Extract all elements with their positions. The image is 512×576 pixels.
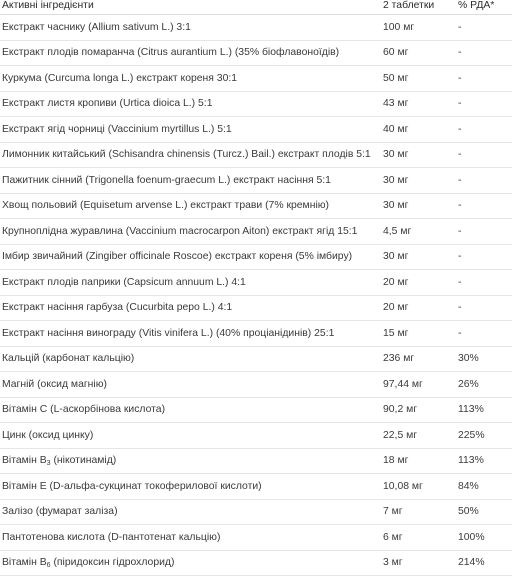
table-row [0, 194, 512, 220]
table-row [0, 296, 512, 322]
ingredient-name-main: Вітамін B [2, 557, 47, 568]
ingredient-name-rest: (нікотинамід) [51, 455, 117, 466]
ingredient-name: Куркума (Curcuma longa L.) екстракт кореня 30:1 [0, 73, 383, 84]
ingredient-rda: - [458, 277, 512, 288]
ingredient-amount: 22,5 мг [383, 430, 458, 441]
ingredient-name: Кальцій (карбонат кальцію) [0, 353, 383, 364]
ingredient-rda: - [458, 175, 512, 186]
ingredient-rda: - [458, 124, 512, 135]
ingredient-name-subscript: 6 [47, 562, 51, 569]
ingredient-amount: 3 мг [383, 557, 458, 568]
ingredient-amount: 30 мг [383, 251, 458, 262]
ingredient-amount: 97,44 мг [383, 379, 458, 390]
ingredient-name: Екстракт плодів паприки (Capsicum annuum L.) 4:1 [0, 277, 383, 288]
ingredient-rda: 84% [458, 481, 512, 492]
table-row [0, 15, 512, 41]
ingredient-rda: - [458, 226, 512, 237]
ingredient-rda: - [458, 98, 512, 109]
ingredient-name: Вітамін C (L-аскорбінова кислота) [0, 404, 383, 415]
ingredient-rda: - [458, 200, 512, 211]
ingredient-rda: - [458, 251, 512, 262]
ingredient-rda: - [458, 22, 512, 33]
ingredient-name: Екстракт листя кропиви (Urtica dioica L.) 5:1 [0, 98, 383, 109]
table-row [0, 66, 512, 92]
ingredient-amount: 40 мг [383, 124, 458, 135]
ingredient-amount: 4,5 мг [383, 226, 458, 237]
ingredient-amount: 15 мг [383, 328, 458, 339]
ingredient-amount: 30 мг [383, 149, 458, 160]
table-header-row [0, 0, 512, 15]
ingredient-name: Лимонник китайський (Schisandra chinensis (Turcz.) Bail.) екстракт плодів 5:1 [0, 149, 383, 160]
ingredient-amount: 6 мг [383, 532, 458, 543]
ingredient-rda: 30% [458, 353, 512, 364]
header-ingredients: Активні інгредієнти [0, 0, 383, 11]
ingredient-amount: 50 мг [383, 73, 458, 84]
header-rda: % РДА* [458, 0, 512, 11]
table-row [0, 245, 512, 271]
ingredient-amount: 43 мг [383, 98, 458, 109]
ingredient-name: Вітамін E (D-альфа-сукцинат токоферилової кислоти) [0, 481, 383, 492]
ingredient-name [0, 557, 383, 569]
ingredient-name: Цинк (оксид цинку) [0, 430, 383, 441]
ingredient-amount: 20 мг [383, 302, 458, 313]
ingredient-name: Пантотенова кислота (D-пантотенат кальцію) [0, 532, 383, 543]
ingredient-rda: - [458, 73, 512, 84]
header-amount: 2 таблетки [383, 0, 458, 11]
table-row [0, 92, 512, 118]
ingredient-rda: 26% [458, 379, 512, 390]
table-row [0, 423, 512, 449]
ingredient-rda: - [458, 328, 512, 339]
ingredient-amount: 60 мг [383, 47, 458, 58]
table-row [0, 219, 512, 245]
ingredient-rda: 113% [458, 455, 512, 466]
ingredient-name-main: Вітамін B [2, 455, 47, 466]
ingredient-rda: - [458, 47, 512, 58]
table-row [0, 270, 512, 296]
ingredient-name: Залізо (фумарат заліза) [0, 506, 383, 517]
table-row [0, 525, 512, 551]
ingredient-name-subscript: 3 [47, 460, 51, 467]
ingredient-name: Екстракт часнику (Allium sativum L.) 3:1 [0, 22, 383, 33]
table-row [0, 41, 512, 67]
ingredient-rda: 214% [458, 557, 512, 568]
ingredient-name: Пажитник сінний (Trigonella foenum-graecum L.) екстракт насіння 5:1 [0, 175, 383, 186]
ingredient-amount: 30 мг [383, 200, 458, 211]
ingredient-name: Хвощ польовий (Equisetum arvense L.) екстракт трави (7% кремнію) [0, 200, 383, 211]
ingredient-name: Імбир звичайний (Zingiber officinale Roscoe) екстракт кореня (5% імбиру) [0, 251, 383, 262]
ingredient-rda: 50% [458, 506, 512, 517]
table-row [0, 321, 512, 347]
table-row [0, 117, 512, 143]
ingredient-name-rest: (піридоксин гідрохлорид) [51, 557, 175, 568]
table-row [0, 168, 512, 194]
ingredient-amount: 20 мг [383, 277, 458, 288]
ingredient-rda: 225% [458, 430, 512, 441]
ingredient-rda: 113% [458, 404, 512, 415]
table-row [0, 347, 512, 373]
ingredient-amount: 30 мг [383, 175, 458, 186]
ingredient-rda: 100% [458, 532, 512, 543]
ingredient-name: Магній (оксид магнію) [0, 379, 383, 390]
ingredient-name: Екстракт ягід чорниці (Vaccinium myrtillus L.) 5:1 [0, 124, 383, 135]
ingredient-amount: 7 мг [383, 506, 458, 517]
ingredient-name: Екстракт насіння винограду (Vitis vinifera L.) (40% проціанідинів) 25:1 [0, 328, 383, 339]
ingredient-amount: 18 мг [383, 455, 458, 466]
ingredient-amount: 100 мг [383, 22, 458, 33]
ingredient-amount: 10,08 мг [383, 481, 458, 492]
table-row [0, 372, 512, 398]
ingredient-name [0, 455, 383, 467]
ingredient-rda: - [458, 302, 512, 313]
table-row [0, 449, 512, 475]
table-row [0, 143, 512, 169]
table-row [0, 500, 512, 526]
table-row [0, 398, 512, 424]
ingredient-amount: 90,2 мг [383, 404, 458, 415]
ingredient-rda: - [458, 149, 512, 160]
table-row [0, 474, 512, 500]
table-row [0, 551, 512, 576]
ingredient-amount: 236 мг [383, 353, 458, 364]
ingredient-name: Екстракт плодів помаранча (Citrus aurantium L.) (35% біофлавоноїдів) [0, 47, 383, 58]
ingredient-name: Екстракт насіння гарбуза (Cucurbita pepo L.) 4:1 [0, 302, 383, 313]
ingredient-name: Крупноплідна журавлина (Vaccinium macrocarpon Aiton) екстракт ягід 15:1 [0, 226, 383, 237]
